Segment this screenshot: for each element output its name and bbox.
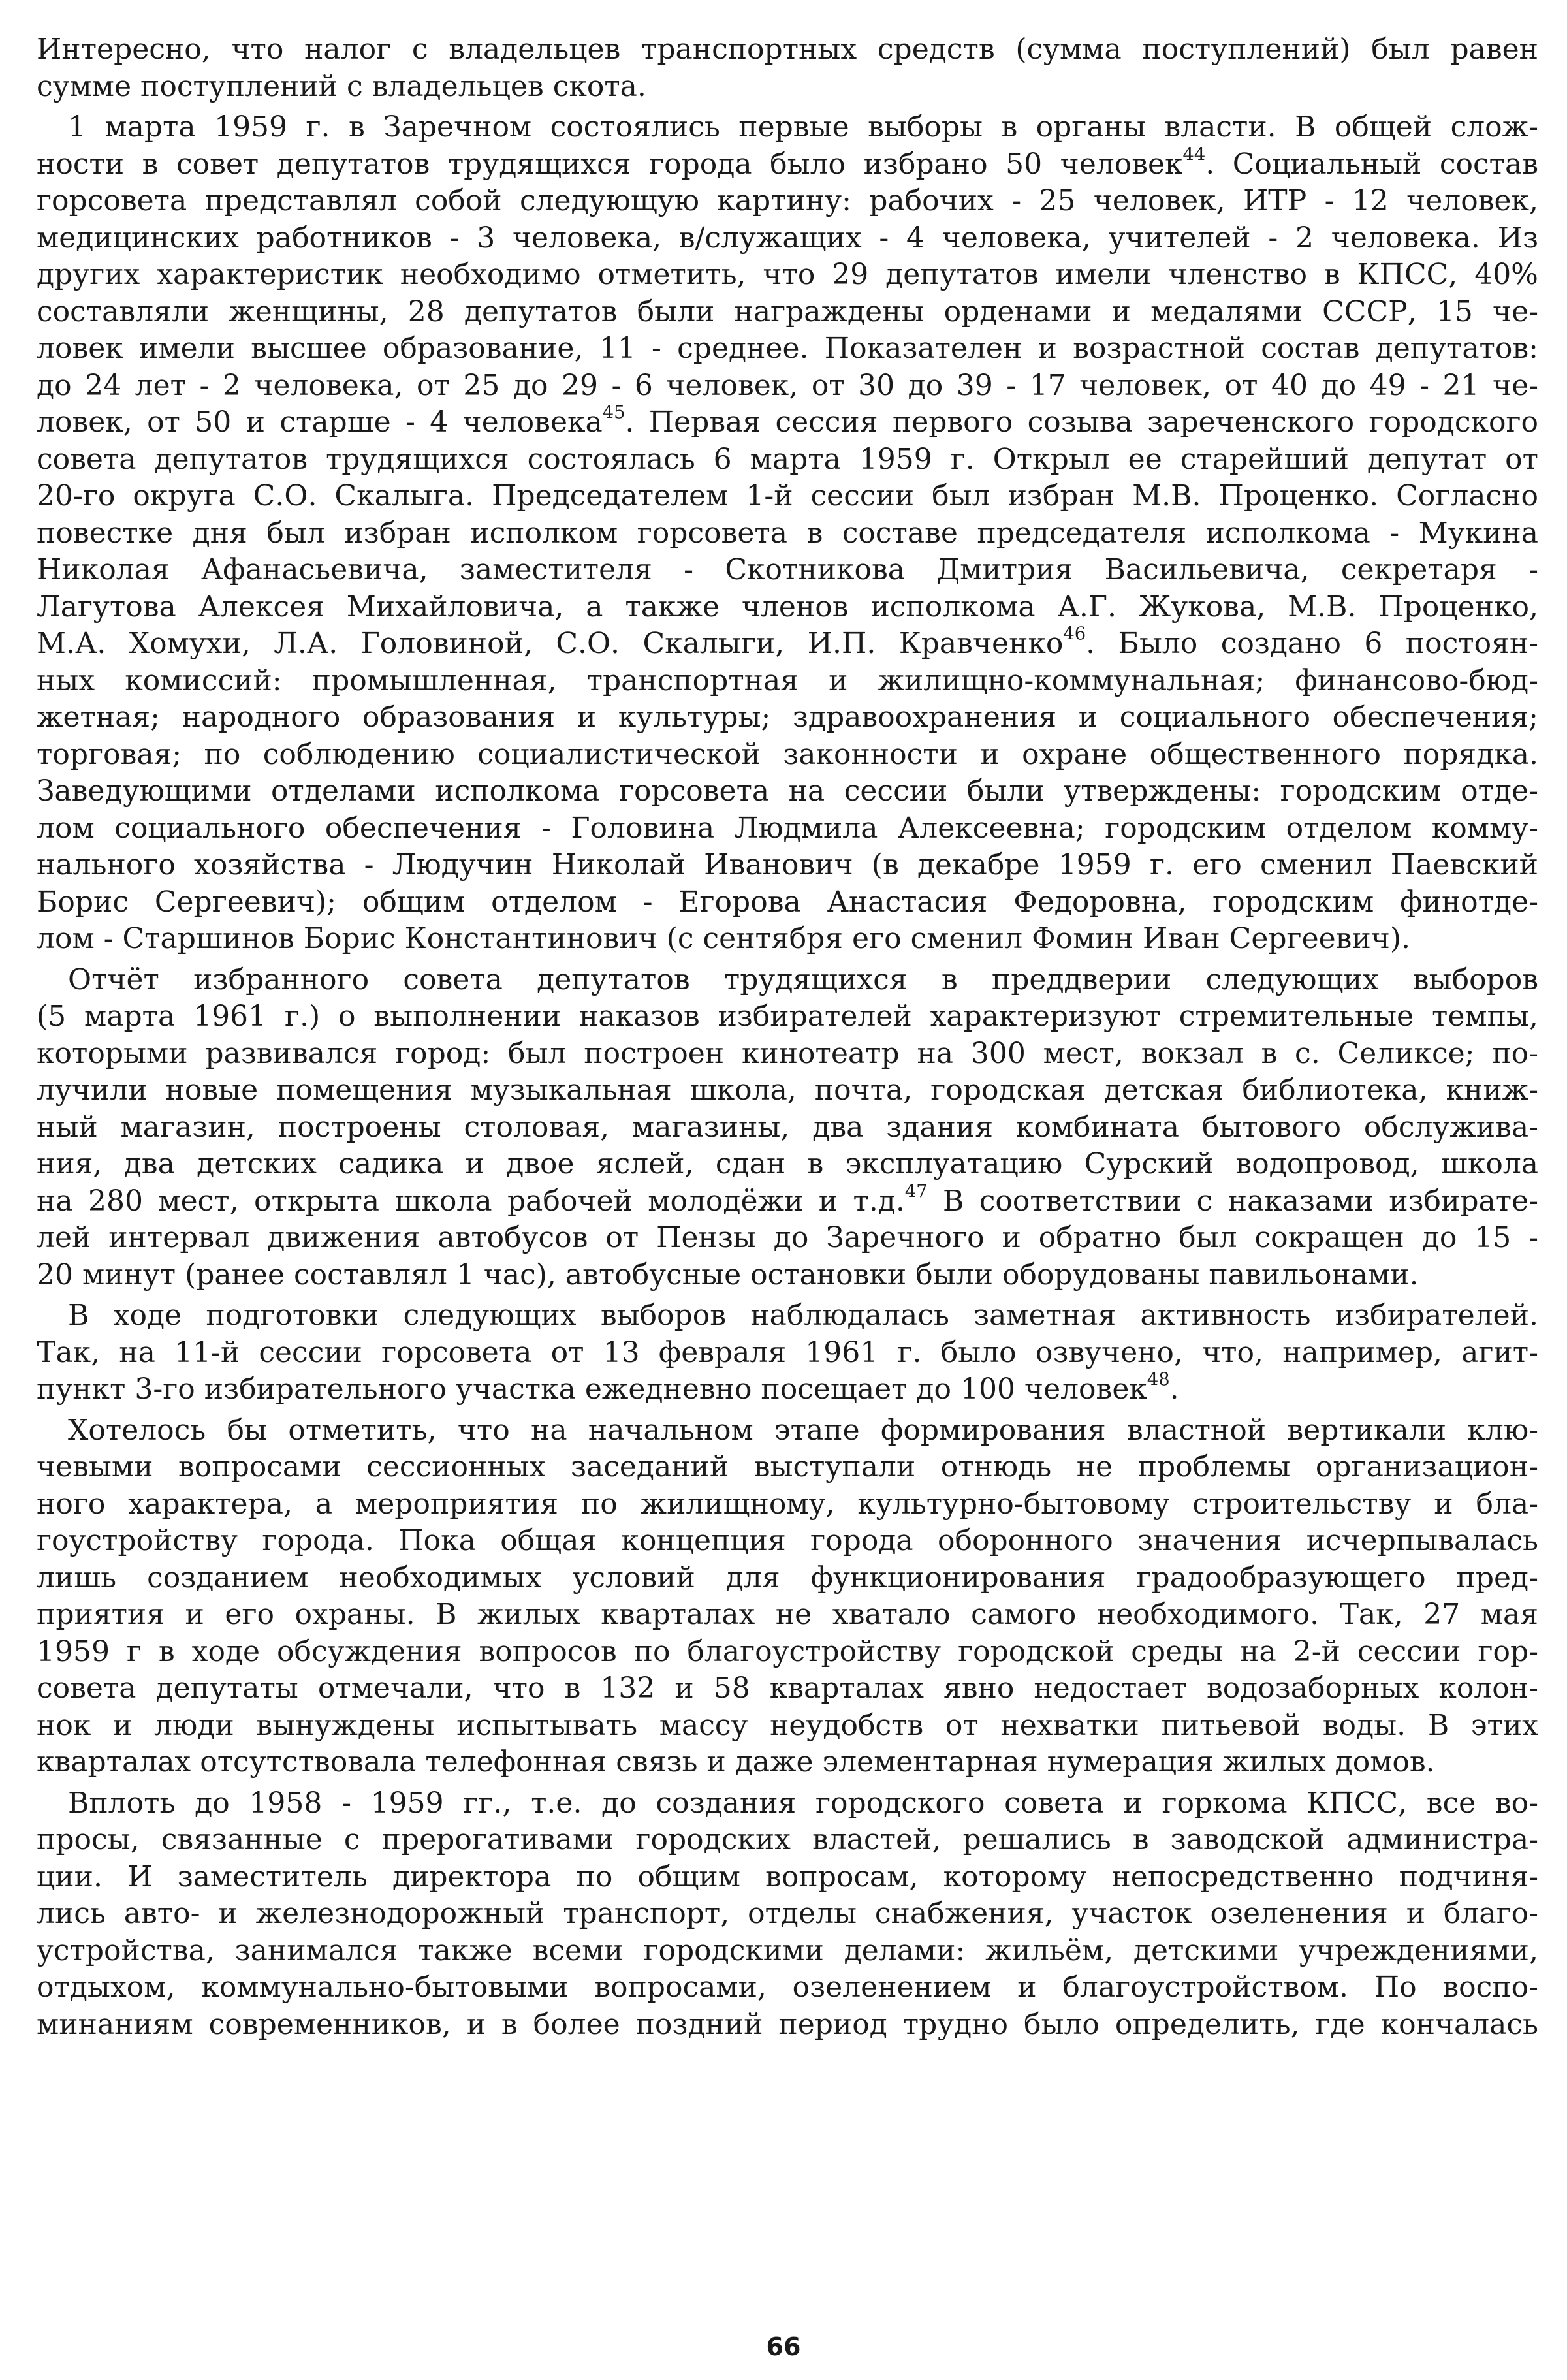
text-segment: . Первая сессия первого созыва зареченского городского — [625, 405, 1538, 439]
text-segment: на 280 мест, открыта школа рабочей молодёжи и т.д. — [37, 1184, 905, 1218]
text-line: ции. И заместитель директора по общим вопросам, которому непосредственно подчиня- — [37, 1860, 1538, 1894]
text-line: совета депутаты отмечали, что в 132 и 58 кварталах явно недостает водозаборных колон- — [37, 1672, 1538, 1705]
paragraph — [37, 109, 1538, 958]
text-line: лом - Старшинов Борис Константинович (с сентября его сменил Фомин Иван Сергеевич). — [37, 922, 1411, 955]
footnote-marker: 45 — [602, 404, 625, 423]
text-line: лом социального обеспечения - Головина Людмила Алексеевна; городским отделом комму- — [37, 811, 1538, 845]
text-line: ния, два детских садика и двое яслей, сдан в эксплуатацию Сурский водопровод, школа — [37, 1147, 1538, 1181]
text-line: отдыхом, коммунально-бытовыми вопросами, озеленением и благоустройством. По воспо- — [37, 1971, 1538, 2004]
text-line-with-footnote — [37, 146, 1538, 183]
paragraph — [37, 1297, 1538, 1408]
text-line: 20 минут (ранее составлял 1 час), автобусные остановки были оборудованы павильонами. — [37, 1258, 1419, 1292]
text-line: Интересно, что налог с владельцев транспортных средств (сумма поступлений) был равен — [37, 33, 1538, 66]
text-line: устройства, занимался также всеми городскими делами: жильём, детскими учреждениями, — [37, 1933, 1538, 1967]
text-segment: В соответствии с наказами избирате- — [927, 1184, 1538, 1218]
text-line: 1 марта 1959 г. в Заречном состоялись первые выборы в органы власти. В общей слож- — [68, 110, 1538, 144]
text-line: составляли женщины, 28 депутатов были награждены орденами и медалями СССР, 15 че- — [37, 294, 1538, 328]
text-segment: пункт 3-го избирательного участка ежедневно посещает до 100 человек — [37, 1372, 1147, 1406]
footnote-marker: 46 — [1063, 626, 1086, 644]
text-line: кварталах отсутствовала телефонная связь и даже элементарная нумерация жилых домов. — [37, 1745, 1435, 1779]
text-line: 20-го округа С.О. Скалыга. Председателем 1-й сессии был избран М.В. Проценко. Согласно — [37, 479, 1538, 513]
text-line: Заведующими отделами исполкома горсовета на сессии были утверждены: городским отде- — [37, 774, 1538, 808]
text-line: повестке дня был избран исполком горсовета в составе председателя исполкома - Мукина — [37, 516, 1538, 550]
text-line: горсовета представлял собой следующую картину: рабочих - 25 человек, ИТР - 12 человек, — [37, 184, 1538, 217]
text-line: 1959 г в ходе обсуждения вопросов по благоустройству городской среды на 2-й сессии гор- — [37, 1634, 1538, 1668]
text-line: других характеристик необходимо отметить, что 29 депутатов имели членство в КПСС, 40% — [37, 258, 1538, 291]
text-line: В ходе подготовки следующих выборов наблюдалась заметная активность избирателей. — [68, 1299, 1538, 1332]
text-line: Борис Сергеевич); общим отделом - Егорова Анастасия Федоровна, городским финотде- — [37, 885, 1538, 919]
text-line: ных комиссий: промышленная, транспортная и жилищно-коммунальная; финансово-бюд- — [37, 663, 1538, 697]
text-line-with-footnote — [37, 404, 1538, 441]
text-line: совета депутатов трудящихся состоялась 6 марта 1959 г. Открыл ее старейший депутат от — [37, 442, 1538, 476]
text-line: Хотелось бы отметить, что на начальном этапе формирования властной вертикали клю- — [68, 1413, 1538, 1447]
text-line-with-footnote — [37, 1183, 1538, 1220]
text-segment: . — [1169, 1372, 1179, 1406]
page-body — [37, 31, 1538, 2047]
text-line: чевыми вопросами сессионных заседаний выступали отнюдь не проблемы организацион- — [37, 1450, 1538, 1484]
text-line: Лагутова Алексея Михайловича, а также членов исполкома А.Г. Жукова, М.В. Проценко, — [37, 590, 1538, 624]
text-line: Николая Афанасьевича, заместителя - Скотникова Дмитрия Васильевича, секретаря - — [37, 553, 1538, 586]
paragraph — [37, 962, 1538, 1294]
page-number: 66 — [766, 2332, 801, 2361]
paragraph — [37, 31, 1538, 105]
text-line: торговая; по соблюдению социалистической законности и охране общественного порядка. — [37, 737, 1538, 771]
text-line: ный магазин, построены столовая, магазины, два здания комбината бытового обслужива- — [37, 1110, 1538, 1144]
text-line: Так, на 11-й сессии горсовета от 13 февраля 1961 г. было озвучено, что, например, агит- — [37, 1335, 1538, 1369]
text-line-with-footnote — [37, 626, 1538, 663]
text-line: медицинских работников - 3 человека, в/служащих - 4 человека, учителей - 2 человека. Из — [37, 221, 1538, 255]
text-segment: . Было создано 6 постоян- — [1086, 627, 1538, 660]
text-segment: ности в совет депутатов трудящихся города было избрано 50 человек — [37, 147, 1183, 181]
footnote-marker: 48 — [1147, 1371, 1170, 1390]
footnote-marker: 44 — [1182, 146, 1206, 165]
paragraph — [37, 1412, 1538, 1781]
text-line: Вплоть до 1958 - 1959 гг., т.е. до создания городского совета и горкома КПСС, все во- — [68, 1786, 1538, 1820]
text-line: просы, связанные с прерогативами городских властей, решались в заводской администра- — [37, 1823, 1538, 1856]
text-line: минаниям современников, и в более поздний период трудно было определить, где кончалась — [37, 2007, 1538, 2041]
text-line: (5 марта 1961 г.) о выполнении наказов избирателей характеризуют стремительные темпы, — [37, 1000, 1538, 1033]
text-line-with-footnote — [37, 1371, 1538, 1408]
text-line: лей интервал движения автобусов от Пензы до Заречного и обратно был сокращен до 15 - — [37, 1221, 1538, 1254]
text-line: сумме поступлений с владельцев скота. — [37, 69, 646, 103]
text-line: лучили новые помещения музыкальная школа, почта, городская детская библиотека, книж- — [37, 1073, 1538, 1107]
text-line: ловек имели высшее образование, 11 - среднее. Показателен и возрастной состав депутатов: — [37, 332, 1538, 365]
text-line: нального хозяйства - Людучин Николай Иванович (в декабре 1959 г. его сменил Паевский — [37, 848, 1538, 881]
paragraph — [37, 1785, 1538, 2044]
text-line: приятия и его охраны. В жилых кварталах не хватало самого необходимого. Так, 27 мая — [37, 1598, 1538, 1631]
footnote-marker: 47 — [904, 1182, 928, 1202]
text-line: ного характера, а мероприятия по жилищному, культурно-бытовому строительству и бла- — [37, 1487, 1538, 1521]
text-line: лись авто- и железнодорожный транспорт, отделы снабжения, участок озеленения и благо- — [37, 1897, 1538, 1930]
text-line: гоустройству города. Пока общая концепция города оборонного значения исчерпывалась — [37, 1524, 1538, 1557]
text-line: лишь созданием необходимых условий для функционирования градообразующего пред- — [37, 1561, 1538, 1595]
text-line: Отчёт избранного совета депутатов трудящихся в преддверии следующих выборов — [68, 962, 1538, 996]
text-line: нок и люди вынуждены испытывать массу неудобств от нехватки питьевой воды. В этих — [37, 1708, 1538, 1742]
text-segment: ловек, от 50 и старше - 4 человека — [37, 405, 603, 439]
text-line: до 24 лет - 2 человека, от 25 до 29 - 6 человек, от 30 до 39 - 17 человек, от 40 до 49 - 21 че- — [37, 368, 1538, 402]
text-segment: М.А. Хомухи, Л.А. Головиной, С.О. Скалыги, И.П. Кравченко — [37, 627, 1064, 660]
text-line: которыми развивался город: был построен кинотеатр на 300 мест, вокзал в с. Селиксе; по- — [37, 1036, 1538, 1070]
text-segment: . Социальный состав — [1205, 147, 1538, 181]
text-line: жетная; народного образования и культуры; здравоохранения и социального обеспечения; — [37, 701, 1538, 734]
